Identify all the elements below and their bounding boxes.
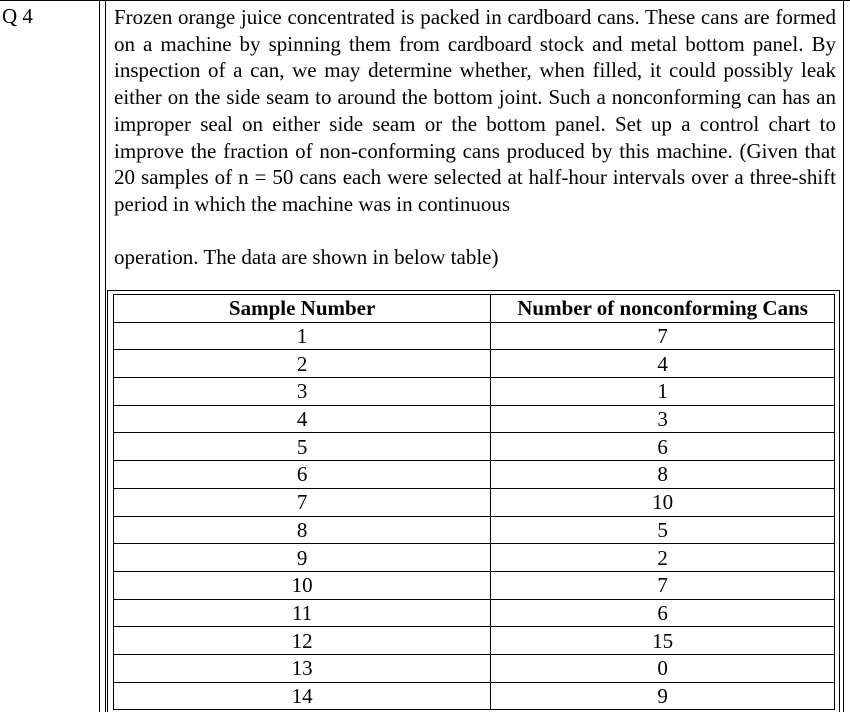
nonconforming-count-cell: 6: [491, 599, 835, 627]
sample-number-cell: 3: [114, 378, 491, 406]
nonconforming-count-cell: 5: [491, 516, 835, 544]
table-row: [114, 571, 835, 599]
nonconforming-count-cell: 3: [491, 405, 835, 433]
nonconforming-count-cell: 7: [491, 322, 835, 350]
table-row: [114, 516, 835, 544]
table-row: [114, 405, 835, 433]
sample-number-cell: 8: [114, 516, 491, 544]
table-row: [114, 654, 835, 682]
nonconforming-count-cell: 7: [491, 571, 835, 599]
nonconforming-count-cell: 4: [491, 350, 835, 378]
sample-number-cell: 7: [114, 488, 491, 516]
nonconforming-count-cell: 6: [491, 433, 835, 461]
table-row: [114, 682, 835, 710]
question-text-last-line: operation. The data are shown in below table): [114, 245, 499, 269]
header-sample-number: Sample Number: [114, 295, 491, 323]
table-row: [114, 599, 835, 627]
nonconforming-count-cell: 9: [491, 682, 835, 710]
nonconforming-count-cell: 1: [491, 378, 835, 406]
table-body: [114, 322, 835, 710]
table-header-row: [114, 295, 835, 323]
question-number-column: [0, 0, 100, 712]
table-row: [114, 544, 835, 572]
nonconforming-count-cell: 2: [491, 544, 835, 572]
data-table: [113, 294, 835, 710]
sample-number-cell: 5: [114, 433, 491, 461]
nonconforming-count-cell: 0: [491, 654, 835, 682]
sample-number-cell: 6: [114, 461, 491, 489]
sample-number-cell: 13: [114, 654, 491, 682]
nonconforming-count-cell: 15: [491, 627, 835, 655]
nonconforming-count-cell: 10: [491, 488, 835, 516]
table-row: [114, 461, 835, 489]
sample-number-cell: 14: [114, 682, 491, 710]
table-row: [114, 378, 835, 406]
sample-number-cell: 10: [114, 571, 491, 599]
sample-number-cell: 2: [114, 350, 491, 378]
table-row: [114, 350, 835, 378]
sample-number-cell: 12: [114, 627, 491, 655]
question-text: Frozen orange juice concentrated is packed in cardboard cans. These cans are formed on a machine by spinning them from cardboard stock and metal bottom panel. By inspection of a can, we may determine whether, when filled, it could possibly leak either on the side seam to around the bottom joint. Such a nonconforming can has an improper seal on either side seam or the bottom panel. Set up a control chart to improve the fraction of non-conforming cans produced by this machine. (Given that 20 samples of n = 50 cans each were selected at half-hour intervals over a three-shift period in which the machine was in continuous: [114, 5, 836, 216]
table-row: [114, 627, 835, 655]
header-nonconforming: Number of nonconforming Cans: [491, 295, 835, 323]
sample-number-cell: 4: [114, 405, 491, 433]
table-row: [114, 433, 835, 461]
sample-number-cell: 11: [114, 599, 491, 627]
sample-number-cell: 9: [114, 544, 491, 572]
table-row: [114, 488, 835, 516]
sample-number-cell: 1: [114, 322, 491, 350]
nonconforming-count-cell: 8: [491, 461, 835, 489]
right-rule: [843, 0, 844, 712]
table-row: [114, 322, 835, 350]
question-label: Q 4: [2, 4, 33, 28]
